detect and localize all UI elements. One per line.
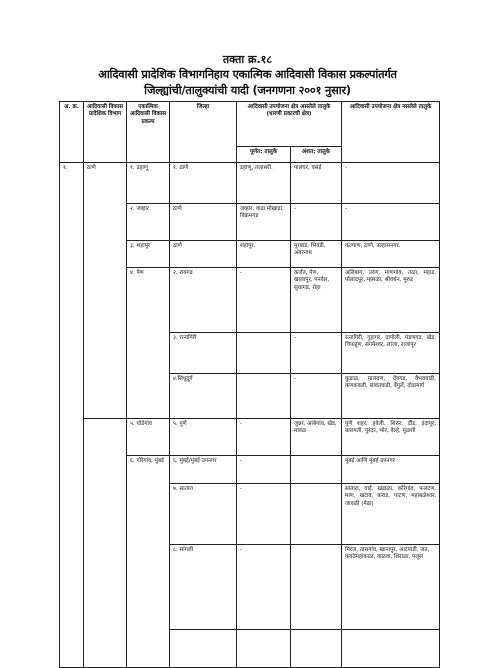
cell-district: ठाणे	[170, 241, 237, 268]
header-region: आदिवासी विकास प्रादेशिक विभाग	[84, 102, 127, 163]
header-partial-talukas: अंशत: तालुके	[291, 147, 342, 163]
cell-full-talukas: शहापूर.	[237, 241, 291, 268]
cell-district: ४.सिंधुदुर्ग	[170, 374, 237, 419]
cell-partial-talukas: पालघर, वसई	[291, 163, 342, 204]
cell-partial-talukas: -	[291, 333, 342, 374]
header-taluka-in-area: आदिवासी उपयोजना क्षेत्र असलेले तालुके (धारणी प्रकारची क्षेत्र)	[237, 102, 342, 147]
cell-other-talukas: मिरज, तासगांव, खानापूर, आटपाडी, जत, कवठेमहांकाळ, वाळवा, शिराळा, पलूस	[342, 545, 440, 630]
cell-other-talukas	[342, 630, 440, 668]
table-number: तक्ता क्र.१८	[222, 53, 273, 66]
cell-district: ८. सांगली	[170, 545, 237, 630]
cell-other-talukas: कल्याण, ठाणे, उल्हासनगर.	[342, 241, 440, 268]
cell-full-talukas: डहाणू, तलासरी.	[237, 163, 291, 204]
table-row	[60, 163, 440, 204]
table-title: आदिवासी प्रादेशिक विभागनिहाय एकात्मिक आदिवासी विकास प्रकल्पांतर्गत	[98, 68, 397, 81]
cell-district: ७. सातारा	[170, 484, 237, 545]
cell-partial-talukas: कर्जत, पेण, खालापूर, पनवेल, सुधागड, रोहा	[291, 268, 342, 333]
cell-partial-talukas: -	[291, 374, 342, 419]
cell-district	[170, 630, 237, 668]
cell-full-talukas	[237, 630, 291, 668]
cell-project: २. जव्हार	[127, 204, 170, 241]
cell-project: ४. पेण	[127, 268, 170, 419]
cell-full-talukas: -	[237, 419, 291, 456]
cell-full-talukas	[237, 333, 291, 374]
cell-region: ठाणे	[84, 163, 127, 419]
cell-partial-talukas	[291, 545, 342, 630]
taluka-table	[59, 101, 440, 668]
cell-serial: १.	[60, 163, 84, 668]
header-full-talukas: पूर्णत: तालुके	[237, 147, 291, 163]
cell-other-talukas: रत्नागिरी, गुहागर, दापोली, मंडणगड, खेड, चिपळूण, संगमेश्वर, लांजा, राजापूर	[342, 333, 440, 374]
cell-project: ५. घोडेगांव	[127, 419, 170, 456]
cell-project: ६. गोरेगांव, मुंबई	[127, 456, 170, 668]
cell-region-empty	[84, 419, 127, 668]
cell-district: ६. मुंबई/मुंबई उपनगर	[170, 456, 237, 484]
cell-partial-talukas: -	[291, 204, 342, 241]
cell-full-talukas: -	[237, 456, 291, 484]
table-row	[60, 419, 440, 456]
cell-partial-talukas	[291, 456, 342, 484]
cell-district: १. ठाणे	[170, 163, 237, 204]
cell-partial-talukas: मुरबाड, भिवंडी, अंबरनाथ	[291, 241, 342, 268]
cell-district: २. रायगड	[170, 268, 237, 333]
cell-district: ठाणे	[170, 204, 237, 241]
cell-other-talukas: अलिबाग, उरण, माणगांव, तळा, महाड, पोलादपूर, म्हसळा, श्रीवर्धन, मुरुड	[342, 268, 440, 333]
cell-other-talukas: कुडाळ, मालवण, देवगड, वैभववाडी, कणकवली, सावंतवाडी, वेंगुर्ले, दोडामार्ग	[342, 374, 440, 419]
cell-full-talukas: -	[237, 268, 291, 333]
cell-other-talukas: पुणे शहर, हवेली, शिरुर, दौंड, इंदापूर, बारामती, पुरंदर, भोर, वेल्हे, मुळशी	[342, 419, 440, 456]
table-header-row	[60, 102, 440, 147]
header-serial: अ. क्र.	[60, 102, 84, 163]
cell-partial-talukas	[291, 630, 342, 668]
cell-full-talukas	[237, 374, 291, 419]
cell-other-talukas: -	[342, 204, 440, 241]
cell-project: ३. शहापूर	[127, 241, 170, 268]
cell-project: १. डहाणू	[127, 163, 170, 204]
cell-full-talukas: -	[237, 545, 291, 630]
header-district: जिल्हा	[170, 102, 237, 163]
cell-partial-talukas: जुन्नर, आंबेगांव, खेड, मावळ	[291, 419, 342, 456]
cell-other-talukas: -	[342, 163, 440, 204]
cell-partial-talukas	[291, 484, 342, 545]
cell-district: ३. रत्नागिरी	[170, 333, 237, 374]
header-project: एकात्मिक आदिवासी विकास प्रकल्प	[127, 102, 170, 163]
cell-full-talukas: -	[237, 484, 291, 545]
cell-full-talukas: जव्हार, वाडा मोखाडा, विक्रमगड	[237, 204, 291, 241]
cell-district: ५. पुणे	[170, 419, 237, 456]
cell-other-talukas: मुंबई आणि मुंबई उपनगर	[342, 456, 440, 484]
table-subtitle: जिल्ह्यांची/तालुक्यांची यादी (जनगणना २००१ नुसार)	[144, 84, 351, 97]
cell-other-talukas: सातारा, वाई, खंडाळा, कोरेगांव, फलटण, माण, खटाव, कराड, पाटण, महाबळेश्वर, जावळी (मेढा)	[342, 484, 440, 545]
header-taluka-not-in-area: आदिवासी उपयोजना क्षेत्र नसलेले तालुके	[342, 102, 440, 163]
